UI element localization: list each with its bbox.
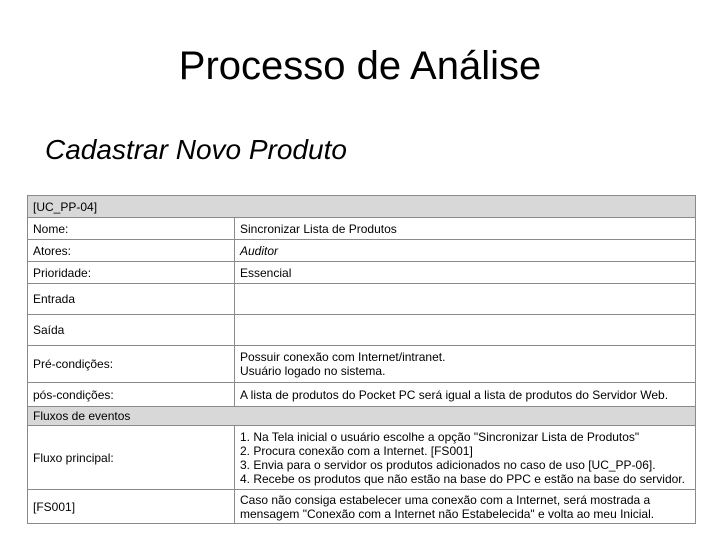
table-row <box>28 346 696 383</box>
row-value-saida <box>235 315 696 346</box>
row-value-prioridade: Essencial <box>235 262 696 284</box>
use-case-table <box>27 195 696 524</box>
page-title: Processo de Análise <box>178 44 542 88</box>
table-row <box>28 383 696 407</box>
flow-text-line: Caso não consiga estabelecer uma conexão com a Internet, será mostrada a <box>240 492 651 507</box>
row-value-entrada <box>235 284 696 315</box>
pre-condicao-line: Possuir conexão com Internet/intranet. <box>240 350 446 364</box>
row-value-atores: Auditor <box>235 240 696 262</box>
row-label-saida: Saída <box>28 315 235 346</box>
page-subtitle: Cadastrar Novo Produto <box>45 134 347 165</box>
table-row <box>28 284 696 315</box>
row-label-pos-condicoes: pós-condições: <box>28 383 235 407</box>
pre-condicao-line: Usuário logado no sistema. <box>240 364 386 378</box>
flow-step: 1. Na Tela inicial o usuário escolhe a opção "Sincronizar Lista de Produtos" <box>240 429 640 444</box>
use-case-id: [UC_PP-04] <box>28 196 696 218</box>
flow-step: 2. Procura conexão com a Internet. [FS001] <box>240 443 473 458</box>
flow-label-fs001: [FS001] <box>28 490 235 524</box>
table-row <box>28 240 696 262</box>
row-value-pos-condicoes: A lista de produtos do Pocket PC será igual a lista de produtos do Servidor Web. <box>235 383 696 407</box>
table-row <box>28 490 696 524</box>
flow-step: 4. Recebe os produtos que não estão na base do PPC e estão na base do servidor. <box>240 471 685 486</box>
row-label-entrada: Entrada <box>28 284 235 315</box>
table-row <box>28 426 696 490</box>
row-label-nome: Nome: <box>28 218 235 240</box>
table-row <box>28 218 696 240</box>
flows-header: Fluxos de eventos <box>28 407 696 426</box>
row-label-atores: Atores: <box>28 240 235 262</box>
flow-step: 3. Envia para o servidor os produtos adicionados no caso de uso [UC_PP-06]. <box>240 457 656 472</box>
row-label-pre-condicoes: Pré-condições: <box>28 346 235 383</box>
flow-value-fs001 <box>235 490 696 524</box>
row-label-prioridade: Prioridade: <box>28 262 235 284</box>
row-value-nome: Sincronizar Lista de Produtos <box>235 218 696 240</box>
row-value-pre-condicoes <box>235 346 696 383</box>
table-row-id <box>28 196 696 218</box>
flow-value-principal <box>235 426 696 490</box>
flow-text-line: mensagem "Conexão com a Internet não Estabelecida" e volta ao meu Inicial. <box>240 506 655 521</box>
flow-label-principal: Fluxo principal: <box>28 426 235 490</box>
table-row <box>28 315 696 346</box>
table-row <box>28 262 696 284</box>
table-row-flows-header <box>28 407 696 426</box>
